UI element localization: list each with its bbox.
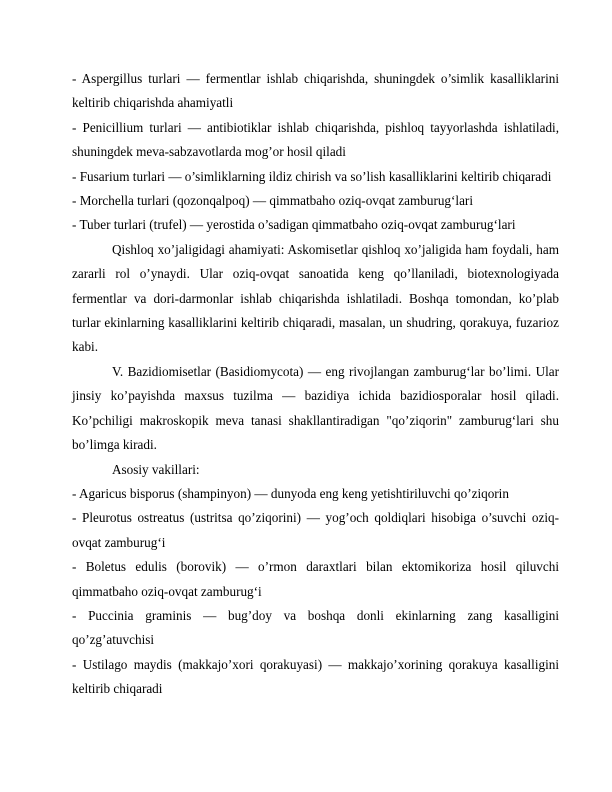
paragraph-basidiomycetes: V. Bazidiomisetlar (Basidiomycota) — eng rivojlangan zamburug‘lar bo’limi. Ular jinsiy ko’payishda maxsus tuzilma — bazidiya ichida bazidiosporalar hosil qiladi. Ko’pchiligi makroskopik meva tanasi shakllantiradigan "qo’ziqorin" zamburug‘lari shu bo’limga kiradi. — [72, 363, 559, 453]
paragraph-agricultural-importance: Qishloq xo’jaligidagi ahamiyati: Askomisetlar qishloq xo’jaligida ham foydali, ham zararli rol o’ynaydi. Ular oziq-ovqat sanoatida keng qo’llaniladi, biotexnologiyada fermentlar va dori-darmonlar ishlab chiqarishda ishlatiladi. Boshqa tomondan, ko’plab turlar ekinlarning kasalliklarini keltirib chiqaradi, masalan, un shudring, qorakuya, fuzarioz kabi. — [72, 241, 559, 355]
list-item-tuber: - Tuber turlari (trufel) — yerostida o’sadigan qimmatbaho oziq-ovqat zamburug‘lari — [72, 217, 516, 233]
list-item-penicillium: - Penicillium turlari — antibiotiklar ishlab chiqarishda, pishloq tayyorlashda ishlatiladi, shuningdek meva-sabzavotlarda mog’or hosil qiladi — [72, 119, 559, 160]
list-item-boletus: - Boletus edulis (borovik) — o’rmon daraxtlari bilan ektomikoriza hosil qiluvchi qimmatbaho oziq-ovqat zamburug‘i — [72, 559, 559, 599]
main-representatives-heading: Asosiy vakillari: — [112, 461, 200, 477]
text-body — [72, 67, 559, 702]
list-item-morchella: - Morchella turlari (qozonqalpoq) — qimmatbaho oziq-ovqat zamburug‘lari — [72, 193, 473, 209]
list-item-aspergillus: - Aspergillus turlari — fermentlar ishlab chiqarishda, shuningdek o’simlik kasalliklarini keltirib chiqarishda ahamiyatli — [72, 71, 559, 111]
list-item-pleurotus: - Pleurotus ostreatus (ustritsa qo’ziqorini) — yog’och qoldiqlari hisobiga o’suvchi oziq-ovqat zamburug‘i — [72, 510, 559, 550]
list-item-ustilago: - Ustilago maydis (makkajo’xori qorakuyasi) — makkajo’xorining qorakuya kasalligini keltirib chiqaradi — [72, 656, 559, 697]
list-item-puccinia: - Puccinia graminis — bug’doy va boshqa donli ekinlarning zang kasalligini qo’zg’atuvchisi — [72, 607, 559, 648]
list-item-agaricus: - Agaricus bisporus (shampinyon) — dunyoda eng keng yetishtiriluvchi qo’ziqorin — [72, 485, 509, 501]
list-item-fusarium: - Fusarium turlari — o’simliklarning ildiz chirish va so’lish kasalliklarini keltirib chiqaradi — [72, 168, 552, 184]
